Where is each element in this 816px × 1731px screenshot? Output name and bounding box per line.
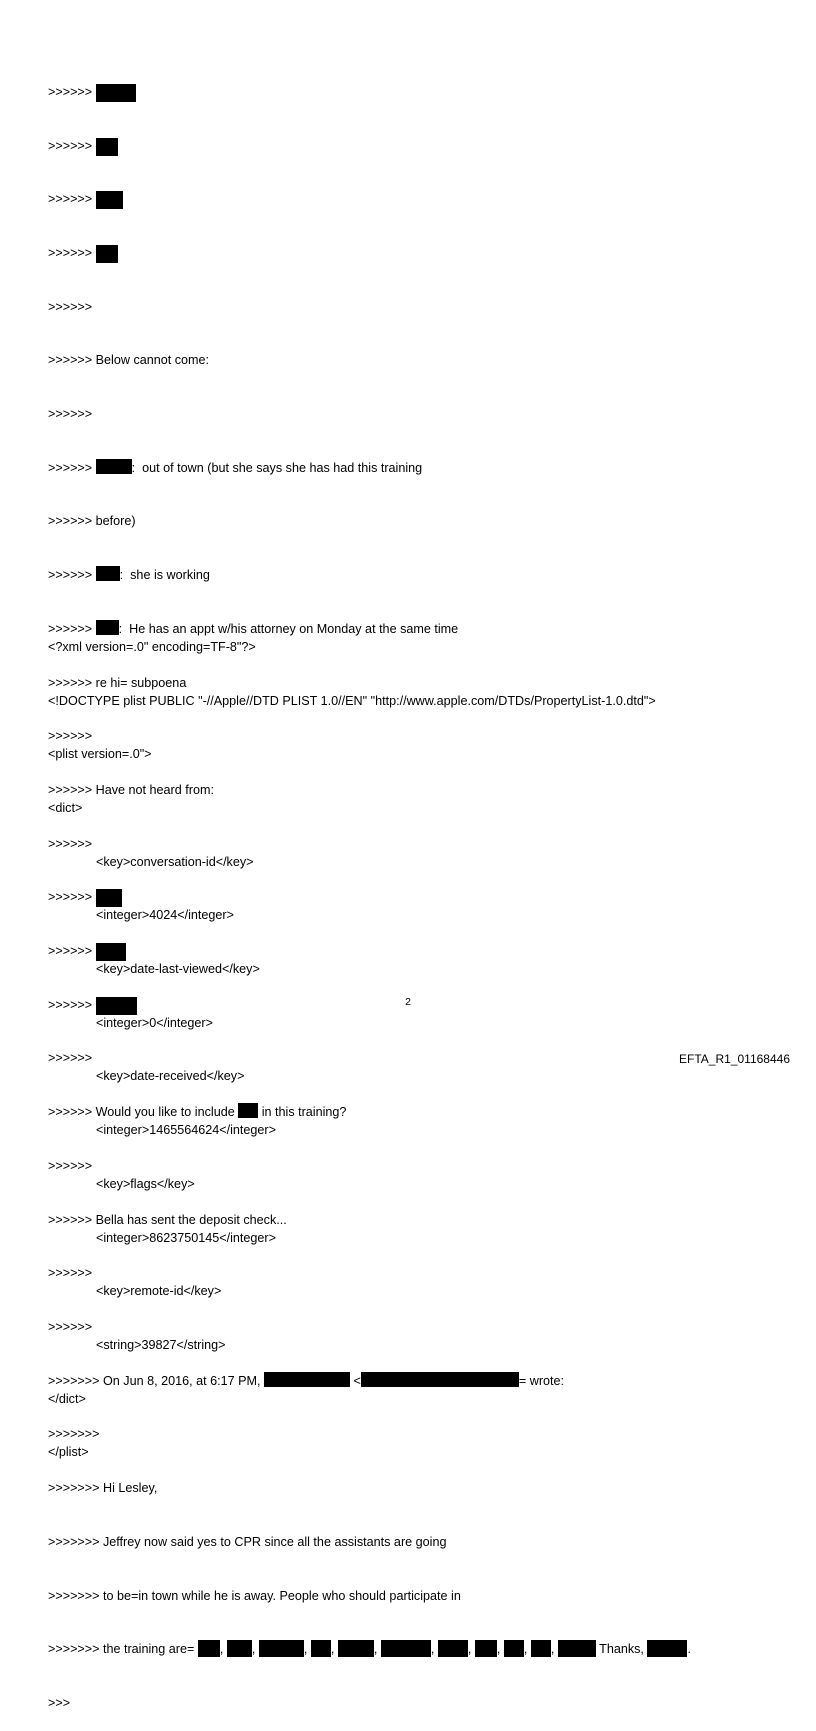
dict-close-tag: </dict> xyxy=(48,1391,86,1406)
line-text: : out of town (but she says she has had this training xyxy=(131,460,423,475)
page-number: 2 xyxy=(405,996,411,1008)
quote-prefix: >>>>>> xyxy=(48,84,93,99)
line-text: < xyxy=(350,1373,361,1388)
quoted-line xyxy=(48,352,768,370)
line-text: On Jun 8, 2016, at 6:17 PM, xyxy=(99,1373,261,1388)
plist-entry: <key>flags</key> xyxy=(96,1176,195,1191)
redaction-box xyxy=(311,1640,331,1657)
line-text: in this training? xyxy=(258,1105,347,1120)
quoted-line xyxy=(48,460,768,478)
line-text: Below cannot come: xyxy=(92,353,210,368)
redaction-box xyxy=(558,1640,596,1657)
plist-entry: <integer>4024</integer> xyxy=(96,908,234,923)
quote-prefix: >>>>>>> xyxy=(48,1373,100,1388)
quoted-line xyxy=(48,567,768,585)
line-text: Would you like to include xyxy=(92,1105,235,1120)
line-text: Hi Lesley, xyxy=(99,1481,158,1496)
line-text: : He has an appt w/his attorney on Monday at the same time xyxy=(118,621,459,636)
redaction-box xyxy=(647,1640,687,1657)
redaction-box xyxy=(227,1640,252,1657)
quoted-line xyxy=(48,191,768,209)
quote-prefix: >>>>>> xyxy=(48,1212,93,1227)
quote-prefix: >>>>>> xyxy=(48,729,93,744)
line-text: Bella has sent the deposit check... xyxy=(92,1212,287,1227)
line-text: re hi= subpoena xyxy=(92,675,187,690)
line-text: = wrote: xyxy=(518,1373,565,1388)
quoted-line xyxy=(48,1695,768,1713)
quote-prefix: >>>>>> xyxy=(48,568,93,583)
line-text: before) xyxy=(92,514,136,529)
line-text: the training are= xyxy=(99,1642,195,1657)
quote-prefix: >>>>>> xyxy=(48,675,93,690)
redaction-box xyxy=(96,245,118,263)
quote-prefix: >>>>>> xyxy=(48,192,93,207)
quoted-line: >>>>>>> the training are= , , , , , , , , , , Thanks, . xyxy=(48,1642,691,1657)
quote-prefix: >>>>>> xyxy=(48,460,93,475)
plist-open-tag: <plist version=.0"> xyxy=(48,747,152,762)
dict-open-tag: <dict> xyxy=(48,800,83,815)
quote-prefix: >>>>>>> xyxy=(48,1534,100,1549)
quote-prefix: >>>>>> xyxy=(48,1266,93,1281)
quote-prefix: >>>>>> xyxy=(48,1319,93,1334)
redaction-box xyxy=(259,1640,304,1657)
redaction-box xyxy=(96,138,118,156)
quote-prefix: >>>>>> xyxy=(48,782,93,797)
quote-prefix: >>> xyxy=(48,1695,71,1710)
line-text: to be=in town while he is away. People who should participate in xyxy=(99,1588,461,1603)
line-text: : she is working xyxy=(119,568,210,583)
redaction-box xyxy=(475,1640,497,1657)
quoted-line xyxy=(48,245,768,263)
redaction-box xyxy=(531,1640,551,1657)
plist-metadata xyxy=(48,603,768,1480)
quote-prefix: >>>>>> xyxy=(48,621,93,636)
quote-prefix: >>>>>> xyxy=(48,1105,93,1120)
redaction-box xyxy=(198,1640,220,1657)
quote-prefix: >>>>>>> xyxy=(48,1642,100,1657)
quote-prefix: >>>>>> xyxy=(48,299,93,314)
quote-prefix: >>>>>> xyxy=(48,407,93,422)
quoted-line xyxy=(48,1534,768,1552)
quote-prefix: >>>>>>> xyxy=(48,1588,100,1603)
plist-entry: <string>39827</string> xyxy=(96,1337,226,1352)
quote-prefix: >>>>>>> xyxy=(48,1481,100,1496)
plist-close-tag: </plist> xyxy=(48,1445,89,1460)
redaction-box xyxy=(338,1640,374,1657)
quoted-line xyxy=(48,1480,768,1498)
line-text: Thanks, xyxy=(595,1642,644,1657)
quote-prefix: >>>>>> xyxy=(48,997,93,1012)
plist-entry: <integer>8623750145</integer> xyxy=(96,1230,276,1245)
redaction-box xyxy=(96,566,120,581)
quoted-line xyxy=(48,138,768,156)
redaction-box xyxy=(504,1640,524,1657)
quote-prefix: >>>>>> xyxy=(48,890,93,905)
plist-entry: <integer>0</integer> xyxy=(96,1015,213,1030)
doctype-line: <!DOCTYPE plist PUBLIC "-//Apple//DTD PLIST 1.0//EN" "http://www.apple.com/DTDs/PropertyList-1.0.dtd"> xyxy=(48,693,656,708)
quoted-line xyxy=(48,513,768,531)
redaction-box xyxy=(381,1640,431,1657)
quote-prefix: >>>>>> xyxy=(48,353,93,368)
quote-prefix: >>>>>> xyxy=(48,245,93,260)
quote-prefix: >>>>>> xyxy=(48,836,93,851)
line-text: Jeffrey now said yes to CPR since all the assistants are going xyxy=(99,1534,447,1549)
quote-prefix: >>>>>> xyxy=(48,1158,93,1173)
quote-prefix: >>>>>> xyxy=(48,944,93,959)
plist-entry: <integer>1465564624</integer> xyxy=(96,1123,276,1138)
quote-prefix: >>>>>> xyxy=(48,138,93,153)
line-text: Have not heard from: xyxy=(92,782,214,797)
redaction-box xyxy=(96,84,136,102)
quote-prefix: >>>>>> xyxy=(48,1051,93,1066)
redaction-box xyxy=(438,1640,468,1657)
quoted-line xyxy=(48,1588,768,1606)
redaction-box xyxy=(96,459,132,474)
plist-entry: <key>remote-id</key> xyxy=(96,1284,222,1299)
xml-declaration: <?xml version=.0" encoding=TF-8"?> xyxy=(48,639,256,654)
redaction-box xyxy=(96,191,123,209)
quoted-line xyxy=(48,406,768,424)
quote-prefix: >>>>>>> xyxy=(48,1427,100,1442)
plist-entry: <key>date-received</key> xyxy=(96,1069,245,1084)
quoted-line xyxy=(48,84,768,102)
quote-prefix: >>>>>> xyxy=(48,514,93,529)
plist-entry: <key>date-last-viewed</key> xyxy=(96,962,260,977)
plist-entry: <key>conversation-id</key> xyxy=(96,854,254,869)
bates-number: EFTA_R1_01168446 xyxy=(679,1052,790,1066)
quoted-line xyxy=(48,299,768,317)
